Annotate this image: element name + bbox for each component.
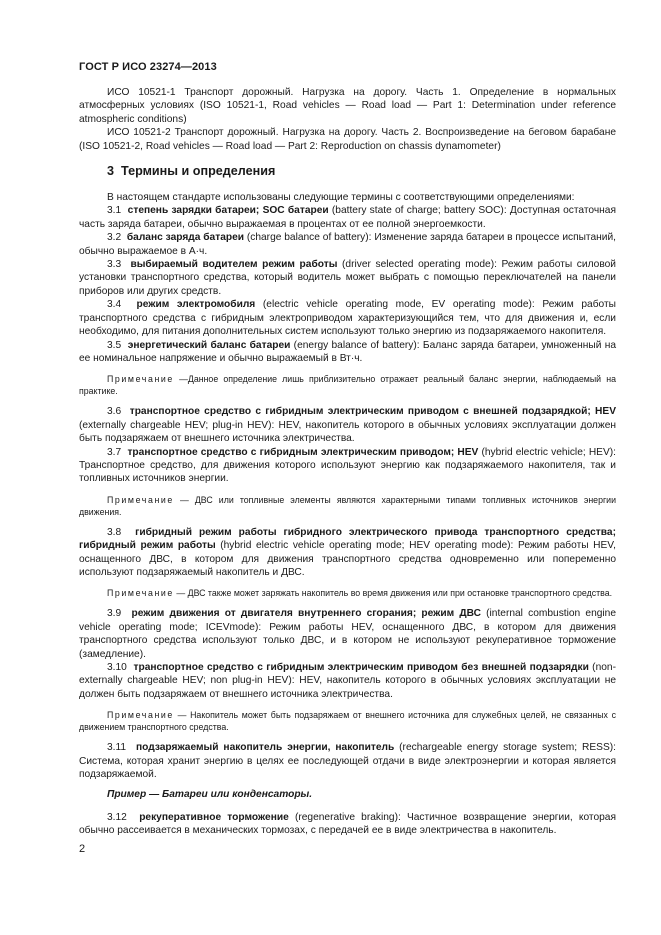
document-header: ГОСТ Р ИСО 23274—2013 [79, 61, 217, 73]
note-2: Примечание — ДВС или топливные элементы являются характерными типами топливных источников энергии движения. [79, 494, 616, 517]
note-3: Примечание — ДВС также может заряжать накопитель во время движения или при остановке транспортного средства. [107, 588, 613, 599]
section-title: Термины и определения [121, 164, 276, 179]
term-3-10: 3.10 транспортное средство с гибридным электрическим приводом без внешней подзарядки (non-externally chargeable HEV; non plug-in HEV): HEV, накопитель которого в обычных условиях эксплуатации не должен быть подзаряжаем от внешнего источника электричества. [79, 662, 616, 700]
term-name: транспортное средство с гибридным электрическим приводом с внешней подзарядкой; HEV [129, 406, 616, 418]
term-name: транспортное средство с гибридным электрическим приводом; HEV [127, 446, 479, 458]
note-label: Примечание [107, 494, 174, 505]
note-label: Примечание [107, 710, 174, 721]
term-name: транспортное средство с гибридным электрическим приводом без внешней подзарядки [133, 662, 589, 673]
term-name: рекуперативное торможение [139, 811, 289, 823]
section-intro: В настоящем стандарте использованы следующие термины с соответствующими определениями: [107, 192, 575, 204]
term-name: степень зарядки батареи; SOC батареи [127, 205, 329, 217]
note-1: Примечание —Данное определение лишь приблизительно отражает реальный баланс энергии, наблюдаемый на практике. [79, 374, 616, 397]
term-3-2: 3.2 баланс заряда батареи (charge balance of battery): Изменение заряда батареи в процессе испытаний, обычно выражаемое в А·ч. [79, 232, 616, 257]
term-name: баланс заряда батареи [126, 232, 245, 244]
term-3-7: 3.7 транспортное средство с гибридным электрическим приводом; HEV (hybrid electric vehicle; HEV): Транспортное средство, для движения которого используют энергию как подзаряжаемого накопителя, так и топливных источников энергии. [79, 446, 616, 485]
note-4: Примечание — Накопитель может быть подзаряжаем от внешнего источника для служебных целей, не связанных с движением транспортного средства. [79, 710, 616, 733]
term-3-6: 3.6 транспортное средство с гибридным электрическим приводом с внешней подзарядкой; HEV (externally chargeable HEV; plug-in HEV): HEV, накопитель которого в обычных условиях эксплуатации должен быть подзаряжаем от внешнего источника электричества. [79, 406, 616, 445]
term-3-8: 3.8 гибридный режим работы гибридного электрического привода транспортного средства; гибридный режим работы (hybrid electric vehicle operating mode; HEV operating mode): Режим работы HEV, оснащенного ДВС, в котором для движения транспортного средства одновременно или попеременно используют подзаряжаемый накопитель и ДВС. [79, 526, 616, 578]
section-number: 3 [107, 164, 115, 179]
term-name: гибридный режим работы гибридного электрического привода транспортного средства; гибридный режим работы [79, 526, 616, 552]
document-body [79, 86, 616, 838]
example-text: Пример — Батареи или конденсаторы. [107, 789, 313, 801]
term-3-9: 3.9 режим движения от двигателя внутреннего сгорания; режим ДВС (internal combustion engine vehicle operating mode; ICEVmode): Режим работы HEV, оснащенного ДВС, в котором для движения транспортного средства используют только ДВС, и в котором не используют рекуперативное торможение (замедление). [79, 608, 616, 660]
page-number: 2 [79, 843, 86, 855]
reference-iso-10521-1: ИСО 10521-1 Транспорт дорожный. Нагрузка на дорогу. Часть 1. Определение в нормальных атмосферных условиях (ISO 10521-1, Road vehicles — Road load — Part 1: Determination under reference atmospheric conditions) [79, 87, 616, 125]
term-name: выбираемый водителем режим работы [130, 259, 338, 271]
section-heading [79, 163, 616, 179]
note-label: Примечание [107, 588, 174, 599]
term-3-5: 3.5 энергетический баланс батареи (energy balance of battery): Баланс заряда батареи, умноженный на ее номинальное напряжение и обычно выражаемый в Вт·ч. [79, 339, 616, 364]
term-3-3: 3.3 выбираемый водителем режим работы (driver selected operating mode): Режим работы силовой установки транспортного средства, который водитель может выбрать с помощью переключателей на панели приборов или других средств. [79, 259, 616, 297]
term-3-1: 3.1 степень зарядки батареи; SOC батареи (battery state of charge; battery SOC): Доступная остаточная часть заряда батареи, обычно выражаемая в процентах от ее полной энергоемкости. [79, 205, 616, 230]
term-name: энергетический баланс батареи [127, 339, 291, 351]
term-name: режим электромобиля [136, 299, 256, 311]
term-3-11: 3.11 подзаряжаемый накопитель энергии, накопитель (rechargeable energy storage system; RESS): Система, которая хранит энергию в целях ее последующей отдачи в виде электроэнергии и которая является подзаряжаемой. [79, 742, 616, 781]
term-3-4: 3.4 режим электромобиля (electric vehicle operating mode, EV operating mode): Режим работы транспортного средства с гибридным электроприводом характеризующийся тем, что для движения и, если необходимо, для питания дополнительных систем используют только энергию из подзаряжаемого накопителя. [79, 299, 616, 338]
term-3-12: 3.12 рекуперативное торможение (regenerative braking): Частичное возвращение энергии, которая обычно рассеивается в механических тормозах, с передачей ее в виде электричества в накопитель. [79, 811, 616, 837]
term-name: подзаряжаемый накопитель энергии, накопитель [135, 742, 395, 754]
term-name: режим движения от двигателя внутреннего сгорания; режим ДВС [131, 608, 481, 620]
reference-iso-10521-2: ИСО 10521-2 Транспорт дорожный. Нагрузка на дорогу. Часть 2. Воспроизведение на беговом барабане (ISO 10521-2, Road vehicles — Road load — Part 2: Reproduction on chassis dynamometer) [79, 127, 616, 152]
note-label: Примечание [107, 374, 174, 385]
